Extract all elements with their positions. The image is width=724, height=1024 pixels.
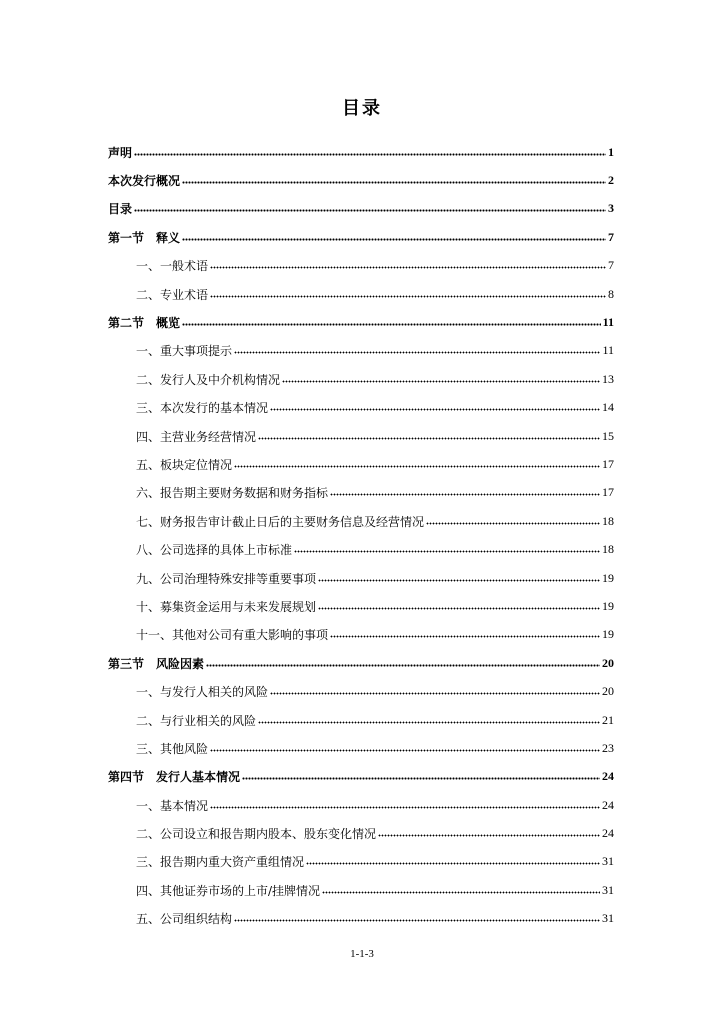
toc-entry-label: 五、公司组织结构 <box>136 912 233 927</box>
toc-subsection-entry[interactable] <box>108 734 614 762</box>
toc-subsection-entry[interactable] <box>108 422 614 450</box>
toc-entry-label: 第三节 风险因素 <box>108 656 205 671</box>
toc-entry-label: 一、一般术语 <box>136 259 209 274</box>
toc-entry-label: 三、本次发行的基本情况 <box>136 401 269 416</box>
toc-entry-label: 本次发行概况 <box>108 174 181 189</box>
toc-entry-page-number: 14 <box>602 400 614 415</box>
dot-leader <box>234 916 600 925</box>
toc-entry-page-number: 3 <box>608 201 614 216</box>
toc-entry-page-number: 19 <box>602 598 614 613</box>
toc-entry-page-number: 11 <box>602 315 614 330</box>
dot-leader <box>134 150 606 159</box>
toc-subsection-entry[interactable] <box>108 848 614 876</box>
toc-entry-page-number: 13 <box>602 371 614 386</box>
toc-entry-label: 二、发行人及中介机构情况 <box>136 372 281 387</box>
dot-leader <box>258 434 600 443</box>
toc-entry-label: 十一、其他对公司有重大影响的事项 <box>136 628 329 643</box>
toc-entry-page-number: 20 <box>602 655 614 670</box>
toc-entry-page-number: 18 <box>602 542 614 557</box>
toc-entry-page-number: 24 <box>602 797 614 812</box>
toc-entry-page-number: 1 <box>608 144 614 159</box>
toc-entry-label: 二、公司设立和报告期内股本、股东变化情况 <box>136 827 377 842</box>
dot-leader <box>182 235 606 244</box>
toc-entry-page-number: 2 <box>608 173 614 188</box>
toc-entry-label: 三、报告期内重大资产重组情况 <box>136 855 305 870</box>
toc-subsection-entry[interactable] <box>108 592 614 620</box>
page-title: 目录 <box>342 98 382 119</box>
toc-entry-page-number: 31 <box>602 854 614 869</box>
toc-subsection-entry[interactable] <box>108 365 614 393</box>
toc-entry-page-number: 24 <box>602 826 614 841</box>
dot-leader <box>134 206 606 215</box>
toc-subsection-entry[interactable] <box>108 791 614 819</box>
toc-section-entry[interactable] <box>108 308 614 336</box>
toc-entry-page-number: 21 <box>602 712 614 727</box>
toc-subsection-entry[interactable] <box>108 280 614 308</box>
toc-entry-label: 一、基本情况 <box>136 798 209 813</box>
dot-leader <box>270 405 600 414</box>
dot-leader <box>270 689 600 698</box>
dot-leader <box>426 519 600 528</box>
toc-entry-label: 六、报告期主要财务数据和财务指标 <box>136 486 329 501</box>
toc-section-entry[interactable] <box>108 138 614 166</box>
toc-entry-page-number: 15 <box>602 428 614 443</box>
toc-entry-label: 第二节 概览 <box>108 316 181 331</box>
toc-subsection-entry[interactable] <box>108 507 614 535</box>
toc-entry-page-number: 31 <box>602 911 614 926</box>
toc-subsection-entry[interactable] <box>108 252 614 280</box>
dot-leader <box>210 292 606 301</box>
toc-section-entry[interactable] <box>108 763 614 791</box>
toc-subsection-entry[interactable] <box>108 876 614 904</box>
toc-entry-page-number: 18 <box>602 513 614 528</box>
toc-entry-label: 十、募集资金运用与未来发展规划 <box>136 599 317 614</box>
toc-subsection-entry[interactable] <box>108 337 614 365</box>
toc-subsection-entry[interactable] <box>108 621 614 649</box>
toc-entry-label: 四、主营业务经营情况 <box>136 429 257 444</box>
toc-entry-page-number: 17 <box>602 485 614 500</box>
toc-section-entry[interactable] <box>108 223 614 251</box>
dot-leader <box>378 831 600 840</box>
toc-entry-label: 四、其他证券市场的上市/挂牌情况 <box>136 883 321 898</box>
dot-leader <box>318 576 600 585</box>
dot-leader <box>282 377 600 386</box>
toc-entry-page-number: 31 <box>602 882 614 897</box>
toc-subsection-entry[interactable] <box>108 706 614 734</box>
toc-entry-page-number: 19 <box>602 570 614 585</box>
dot-leader <box>210 803 600 812</box>
toc-entry-label: 八、公司选择的具体上市标准 <box>136 543 293 558</box>
page-number: 1-1-3 <box>350 948 374 960</box>
toc-entry-page-number: 7 <box>608 229 614 244</box>
toc-entry-page-number: 23 <box>602 740 614 755</box>
dot-leader <box>318 604 600 613</box>
toc-entry-page-number: 11 <box>602 343 614 358</box>
toc-subsection-entry[interactable] <box>108 905 614 933</box>
toc-entry-label: 二、专业术语 <box>136 287 209 302</box>
dot-leader <box>210 746 600 755</box>
toc-subsection-entry[interactable] <box>108 564 614 592</box>
toc-entry-label: 二、与行业相关的风险 <box>136 713 257 728</box>
toc-entry-label: 九、公司治理特殊安排等重要事项 <box>136 571 317 586</box>
toc-section-entry[interactable] <box>108 166 614 194</box>
toc-entry-label: 一、与发行人相关的风险 <box>136 685 269 700</box>
toc-entry-label: 声明 <box>108 145 133 160</box>
toc-entry-page-number: 17 <box>602 456 614 471</box>
dot-leader <box>234 462 600 471</box>
dot-leader <box>322 888 600 897</box>
dot-leader <box>258 718 600 727</box>
toc-entry-page-number: 24 <box>602 769 614 784</box>
toc-subsection-entry[interactable] <box>108 394 614 422</box>
dot-leader <box>330 490 600 499</box>
dot-leader <box>206 661 600 670</box>
toc-subsection-entry[interactable] <box>108 479 614 507</box>
toc-subsection-entry[interactable] <box>108 450 614 478</box>
toc-entry-label: 目录 <box>108 202 133 217</box>
toc-section-entry[interactable] <box>108 649 614 677</box>
toc-subsection-entry[interactable] <box>108 535 614 563</box>
dot-leader <box>242 774 600 783</box>
toc-section-entry[interactable] <box>108 195 614 223</box>
toc-entry-page-number: 19 <box>602 627 614 642</box>
toc-entry-label: 七、财务报告审计截止日后的主要财务信息及经营情况 <box>136 514 425 529</box>
dot-leader <box>182 320 601 329</box>
toc-entry-label: 五、板块定位情况 <box>136 457 233 472</box>
toc-entry-label: 三、其他风险 <box>136 741 209 756</box>
dot-leader <box>306 859 600 868</box>
dot-leader <box>234 348 600 357</box>
dot-leader <box>182 178 606 187</box>
toc-subsection-entry[interactable] <box>108 677 614 705</box>
toc-entry-page-number: 8 <box>608 286 614 301</box>
toc-entry-label: 第四节 发行人基本情况 <box>108 770 241 785</box>
table-of-contents <box>108 138 614 933</box>
dot-leader <box>210 263 606 272</box>
toc-entry-page-number: 20 <box>602 684 614 699</box>
dot-leader <box>330 632 600 641</box>
toc-entry-label: 第一节 释义 <box>108 230 181 245</box>
toc-entry-page-number: 7 <box>608 258 614 273</box>
toc-entry-label: 一、重大事项提示 <box>136 344 233 359</box>
toc-subsection-entry[interactable] <box>108 819 614 847</box>
dot-leader <box>294 547 600 556</box>
